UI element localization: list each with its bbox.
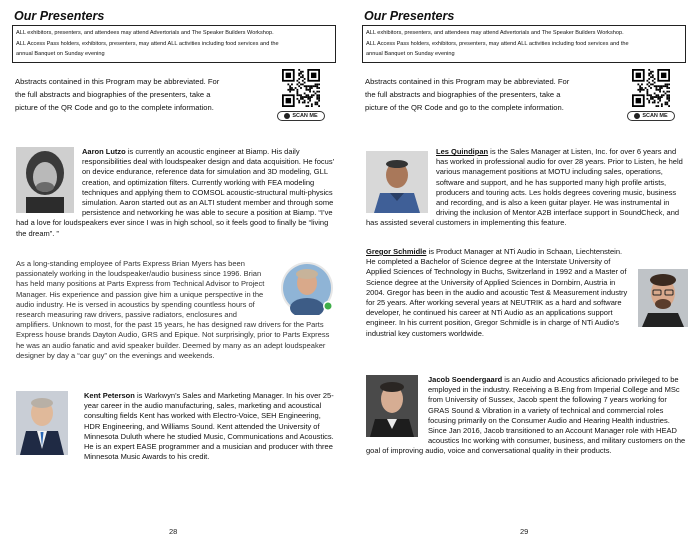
abstract-line: Abstracts contained in this Program may be abbreviated. For — [365, 77, 570, 86]
presenter-photo — [638, 269, 688, 327]
camera-icon — [634, 113, 640, 119]
camera-icon — [284, 113, 290, 119]
bio-text: is currently an acoustic engineer at Biamp. His daily responsibilities deal with loudspeaker design and data acquisition. He focus’ on device endurance, reference data for simulation and 3D modeling, GLL creation, and optimization filters. Currently working with FEA modeling techniques and applying them to COMSOL acoustic-structural multi-physics simulation. Aaron started out as an ALTI student member and through some persistence and networking he was able to secure a position at Biamp. “I’ve had a love for loudspeakers ever since I was in high school, so it feels good to finally be “living the dream”. ” — [16, 147, 334, 238]
abstract-line: the full abstracts and biographies of the presenters, take a — [365, 90, 561, 99]
presenter-name: Les Quindipan — [436, 147, 489, 156]
bio-les-quindipan — [366, 147, 688, 229]
scan-me-label: SCAN ME — [642, 113, 668, 119]
presenter-name: Aaron Lutzo — [82, 147, 126, 156]
abstract-line: Abstracts contained in this Program may be abbreviated. For — [15, 77, 220, 86]
presenter-name: Gregor Schmidle — [366, 247, 427, 256]
presenter-name: Jacob Soendergaard — [428, 375, 503, 384]
bio-text: is Warkwyn’s Sales and Marketing Manager. In his over 25-year career in the audio manufacturing, sales, marketing and acoustical consulting fields Kent has worked with Electro-Voice, SEH Engineering, HDR Engineering, and Williams Sound. Kent attended the University of Minnesota Duluth where he studied Music, Communications and Acoustics. He is an expert EASE programmer and a musician and producer with three Minnesota Music Awards to his credit. — [84, 391, 334, 462]
notice-line: ALL exhibitors, presenters, and attendees may attend Advertorials and The Speaker Builders Workshop. — [16, 30, 274, 36]
abstract-line: the full abstracts and biographies of the presenters, take a — [15, 90, 211, 99]
bio-text: As a long-standing employee of Parts Express Brian Myers has been passionately working in the loudspeaker/audio business since 1996. Brian has held many positions at Parts Express from Technical Advisor to Project Manager. His experience and passion give him a unique perspective in the audio industry. He is versed in acoustics by spending countless hours of research measuring raw drivers, passive radiators, enclosures and amplifiers. Unknown to most, for the past 15 years, he has designed raw drivers for the Parts Express house brands Dayton Audio, GRS and Epique. Not surprisingly, prior to Parts Express he was an audio fanatic and avid speaker builder. Deemed by many as an adept loudspeaker designer by day a “car guy” on the evenings and weekends. — [16, 259, 330, 360]
access-notice — [362, 25, 686, 63]
bio-brian-myers — [16, 259, 336, 361]
notice-line: ALL Access Pass holders, exhibitors, presenters, may attend ALL activities including food services and the — [16, 40, 279, 47]
scan-me-badge[interactable] — [277, 111, 325, 121]
presenter-photo — [16, 147, 74, 213]
page-heading: Our Presenters — [14, 9, 105, 23]
notice-line: ALL Access Pass holders, exhibitors, presenters, may attend ALL activities including food services and the — [366, 40, 629, 47]
bio-text: is an Audio and Acoustics aficionado privileged to be employed in the industry. Receiving a B.Eng from Imperial College and MSc from University of Sussex, Jacob spent the following 7 years working for GRAS Sound & Vibration in a variety of technical and commercial roles focusing primarily on the Consumer Audio and Hearing Health industries. Since Jan 2016, Jacob transitioned to an Account Manager role with HEAD acoustics Inc working with consumer, business, and military customers on the goal of improving audio, voice and conversational quality in their products. — [366, 375, 686, 456]
qr-block[interactable] — [627, 69, 675, 121]
scan-me-label: SCAN ME — [292, 113, 318, 119]
presenter-photo — [278, 261, 336, 315]
bio-kent-peterson — [16, 391, 336, 462]
right-page — [350, 0, 700, 541]
notice-line: ALL exhibitors, presenters, and attendees may attend Advertorials and The Speaker Builders Workshop. — [366, 30, 624, 36]
notice-line: annual Banquet on Sunday evening — [366, 51, 455, 57]
bio-text: is Product Manager at NTi Audio in Schaan, Liechtenstein. He completed a Bachelor of Science degree at the Interstate University of Applied Sciences of Technology in Buchs, Switzerland in 1992 and a Master of Science degree at the University of Applied Sciences in Dornbirn, Austria in 2004. Gregor has been in the audio and acoustic Test & Measurement industry for 25 years. After working several years at NEUTRIK as a hard and software developer, he continued his career at NTi Audio as an applications support engineer. In his current position, Gregor Schmidle is in charge of NTi Audio’s industrial key customers worldwide. — [366, 247, 628, 338]
page-number: 28 — [169, 527, 178, 536]
bio-aaron-lutzo — [16, 147, 336, 239]
presenter-photo — [16, 391, 68, 455]
qr-code-icon[interactable] — [632, 69, 670, 107]
presenter-name: Kent Peterson — [84, 391, 135, 400]
page-heading: Our Presenters — [364, 9, 455, 23]
qr-code-icon[interactable] — [282, 69, 320, 107]
presenter-photo — [366, 151, 428, 213]
notice-line: annual Banquet on Sunday evening — [16, 51, 105, 57]
qr-block[interactable] — [277, 69, 325, 121]
scan-me-badge[interactable] — [627, 111, 675, 121]
presenter-photo — [366, 375, 418, 437]
bio-jacob-soendergaard — [366, 375, 688, 457]
page-number: 29 — [520, 527, 529, 536]
bio-gregor-schmidle — [366, 247, 688, 339]
abstract-line: picture of the QR Code and go to the complete information. — [15, 103, 214, 112]
abstract-note — [365, 75, 620, 114]
access-notice — [12, 25, 336, 63]
abstract-note — [15, 75, 270, 114]
abstract-line: picture of the QR Code and go to the complete information. — [365, 103, 564, 112]
bio-text: is the Sales Manager at Listen, Inc. for over 6 years and has worked in professional audio for over 28 years. Prior to Listen, he held various management positions at MOTU including sales, operations, software and support, and he has supported many high profile artists, producers and touring acts. Les holds degrees covering music, business and recording, and is also a keen guitar player. He was instrumental in driving the inclusion of Mentor A2B interface support in SoundCheck, and has assisted several customers in implementing this feature. — [366, 147, 683, 228]
